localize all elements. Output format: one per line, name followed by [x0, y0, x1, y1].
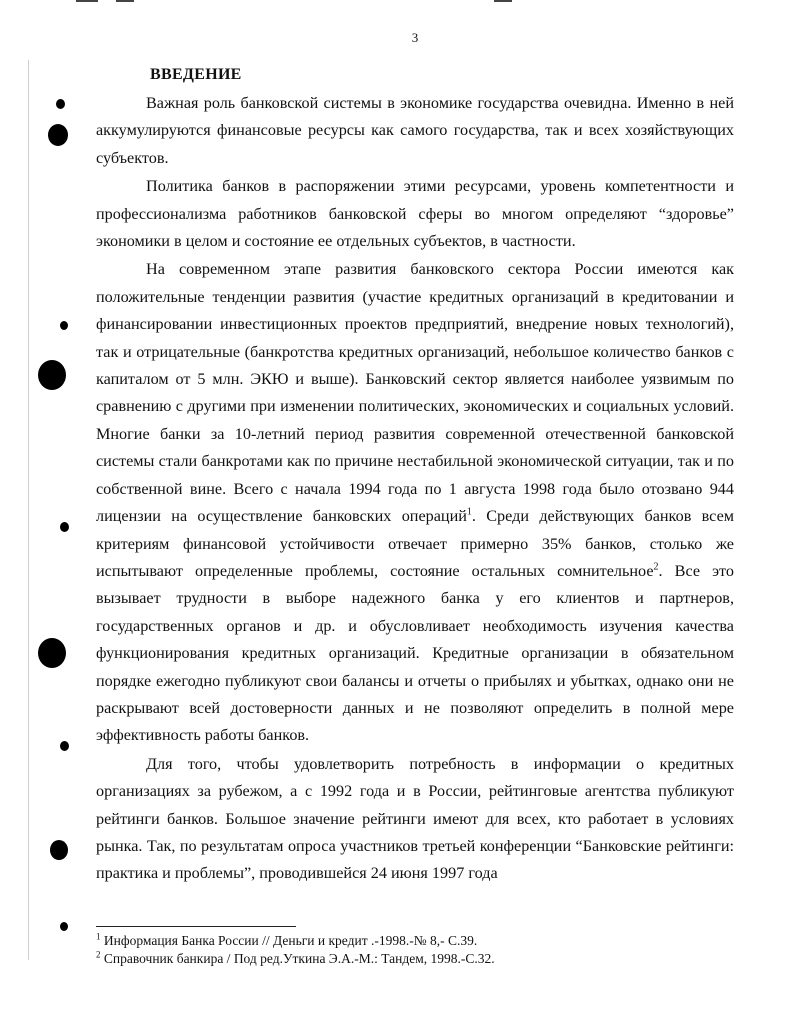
binder-mark: [60, 522, 69, 532]
scan-artifact: [116, 0, 134, 2]
binder-hole: [38, 360, 66, 390]
paragraph-1: Важная роль банковской системы в экономике государства очевидна. Именно в ней аккумулируются финансовые ресурсы как самого государства, так и всех хозяйствующих субъектов.: [96, 94, 734, 167]
binder-hole: [48, 124, 68, 146]
binder-hole: [38, 638, 66, 668]
paragraph-4: Для того, чтобы удовлетворить потребность в информации о кредитных организациях за рубежом, а с 1992 года и в России, рейтинговые агентства публикуют рейтинги банков. Большое значение рейтинги имеют для всех, кто работает в условиях рынка. Так, по результатам опроса участников третьей конференции “Банковские рейтинги: практика и проблемы”, проводившейся 24 июня 1997 года: [96, 754, 734, 883]
paragraph-3-part-1: На современном этапе развития банковского сектора России имеются как положительные тенденции развития (участие кредитных организаций в кредитовании и финансировании инвестиционных проектов предприятий, внедрение новых технологий), так и отрицательные (банкротства кредитных организаций, небольшое количество банков с капиталом от 5 млн. ЭКЮ и выше). Банковский сектор является наиболее уязвимым по сравнению с другими при изменении политических, экономических и социальных условий. Многие банки за 10-летний период развития современной отечественной банковской системы стали банкротами как по причине нестабильной экономической ситуации, так и по собственной вине. Всего с начала 1994 года по 1 августа 1998 года было отозвано 944 лицензии на осуществление банковских операций: [96, 260, 734, 526]
binder-mark: [56, 99, 65, 109]
paragraph-3-part-2: . Среди действующих банков всем критериям финансовой устойчивости отвечает примерно 35% банков, столько же испытывают определенные проблемы, состояние остальных сомнительное: [96, 507, 734, 580]
paragraph-2: Политика банков в распоряжении этими ресурсами, уровень компетентности и профессионализма работников банковской сферы во многом определяют “здоровье” экономики в целом и состояние ее отдельных субъектов, в частности.: [96, 177, 734, 251]
section-heading: ВВЕДЕНИЕ: [150, 66, 242, 83]
scan-artifact: [76, 0, 98, 2]
footnote-ref-2: 2: [653, 561, 659, 573]
footnote-2-mark: 2: [96, 949, 101, 960]
binder-mark: [60, 321, 68, 330]
footnote-ref-1: 1: [466, 506, 472, 518]
footnote-1-mark: 1: [96, 931, 101, 942]
scan-artifact: [494, 0, 512, 2]
footnote-1: [96, 932, 736, 950]
page-number: 3: [411, 30, 419, 45]
footnote-2: [96, 950, 736, 968]
footnote-1-text: Информация Банка России // Деньги и кредит .-1998.-№ 8,- С.39.: [100, 933, 478, 948]
footnote-divider: [96, 926, 296, 927]
binder-hole: [50, 840, 68, 860]
footnotes: [96, 932, 736, 968]
binder-mark: [60, 741, 69, 751]
paragraph-3: [96, 256, 734, 749]
paragraph-3-part-3: . Все это вызывает трудности в выборе надежного банка у его клиентов и партнеров, государственных органов и др. и обусловливает необходимость изучения качества функционирования кредитных организаций. Кредитные организации в обязательном порядке ежегодно публикуют свои балансы и отчеты о прибылях и убытках, однако они не раскрывают всей достоверности данных и не позволяют определить в полной мере эффективность работы банков.: [96, 561, 734, 745]
footnote-2-text: Справочник банкира / Под ред.Уткина Э.А.-М.: Тандем, 1998.-С.32.: [100, 951, 495, 966]
body-text: [96, 90, 734, 888]
binder-mark: [60, 922, 68, 931]
scan-artifact: [28, 60, 29, 960]
